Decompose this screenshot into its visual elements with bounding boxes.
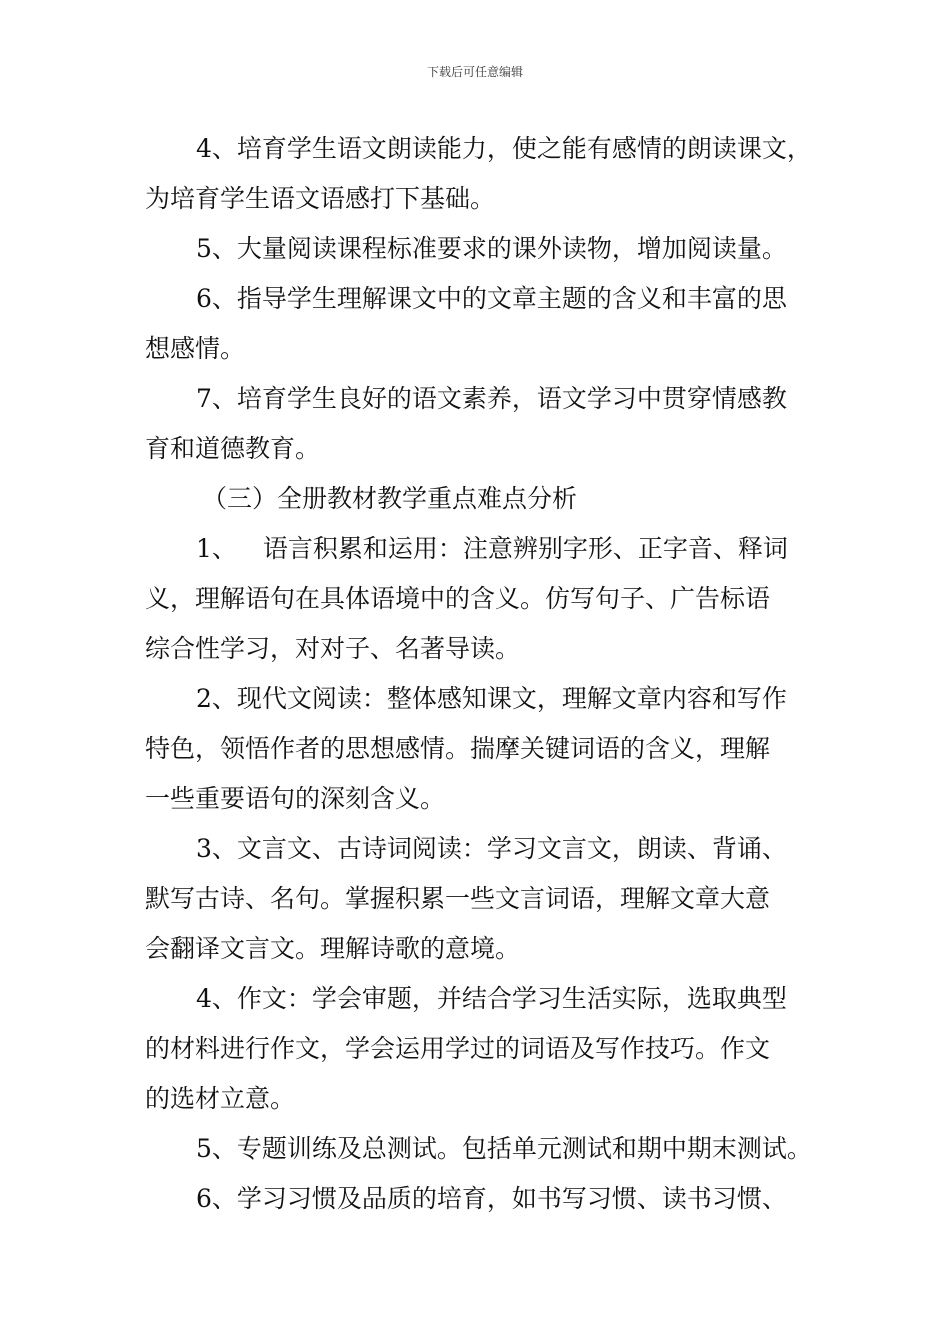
paragraph-line: 为培育学生语文语感打下基础。 xyxy=(145,184,496,213)
paragraph-line: 5、大量阅读课程标准要求的课外读物，增加阅读量。 xyxy=(196,234,787,263)
paragraph-line: 4、培育学生语文朗读能力，使之能有感情的朗读课文， xyxy=(196,134,812,163)
section-heading: （三）全册教材教学重点难点分析 xyxy=(202,484,578,513)
paragraph-line: 的材料进行作文，学会运用学过的词语及写作技巧。作文 xyxy=(145,1034,771,1063)
paragraph-line: 4、作文：学会审题，并结合学习生活实际，选取典型 xyxy=(196,984,787,1013)
paragraph-line: 6、学习习惯及品质的培育，如书写习惯、读书习惯、 xyxy=(196,1184,787,1213)
paragraph-line: 3、文言文、古诗词阅读：学习文言文，朗读、背诵、 xyxy=(196,834,787,863)
paragraph-line: 育和道德教育。 xyxy=(145,434,321,463)
paragraph-text: 语言积累和运用：注意辨别字形、正字音、释词 xyxy=(262,534,788,563)
paragraph-line: 5、专题训练及总测试。包括单元测试和期中期末测试。 xyxy=(196,1134,812,1163)
paragraph-line: 6、指导学生理解课文中的文章主题的含义和丰富的思 xyxy=(196,284,787,313)
document-body xyxy=(145,129,810,1229)
paragraph-line: 会翻译文言文。理解诗歌的意境。 xyxy=(145,934,521,963)
paragraph-line: 2、现代文阅读：整体感知课文，理解文章内容和写作 xyxy=(196,684,787,713)
paragraph-line: 特色，领悟作者的思想感情。揣摩关键词语的含义，理解 xyxy=(145,734,771,763)
paragraph-line: 的选材立意。 xyxy=(145,1084,296,1113)
paragraph-line: 默写古诗、名句。掌握积累一些文言词语，理解文章大意 xyxy=(145,884,771,913)
list-number: 1、 xyxy=(196,534,237,563)
paragraph-line: 7、培育学生良好的语文素养，语文学习中贯穿情感教 xyxy=(196,384,787,413)
paragraph-line: 义，理解语句在具体语境中的含义。仿写句子、广告标语 xyxy=(145,584,771,613)
paragraph-line xyxy=(145,529,810,579)
paragraph-line: 想感情。 xyxy=(145,334,246,363)
page-header-note: 下载后可任意编辑 xyxy=(426,65,523,79)
paragraph-line: 综合性学习，对对子、名著导读。 xyxy=(145,634,521,663)
paragraph-line: 一些重要语句的深刻含义。 xyxy=(145,784,446,813)
